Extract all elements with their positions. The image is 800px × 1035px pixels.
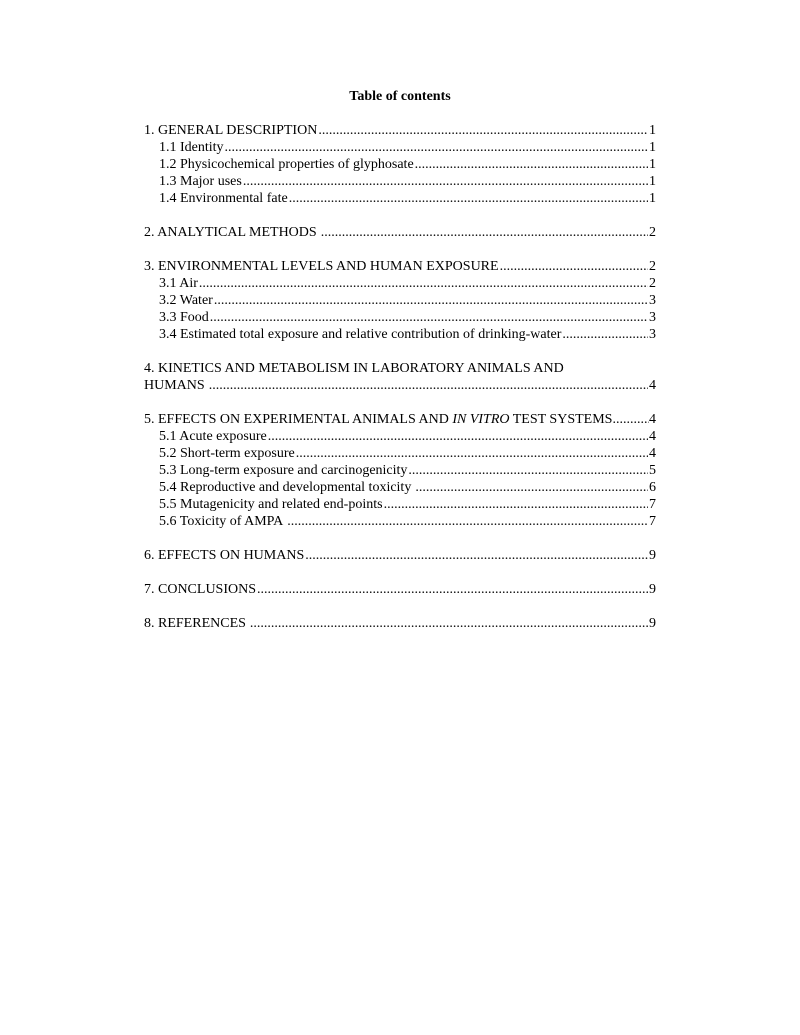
- dot-leader: [384, 496, 648, 513]
- toc-entry-page: 4: [649, 378, 656, 393]
- dot-leader: [612, 411, 649, 428]
- toc-entry-page: 4: [649, 429, 656, 444]
- toc-section-5: [144, 411, 656, 530]
- dot-leader: [318, 122, 648, 139]
- toc-entry-label: 5.3 Long-term exposure and carcinogenicity: [159, 463, 408, 478]
- toc-entry-page: 3: [649, 327, 656, 342]
- dot-leader: [199, 275, 648, 292]
- toc-entry-major-uses[interactable]: [144, 173, 656, 190]
- toc-entry-page: 1: [649, 157, 656, 172]
- label-italic-part: IN VITRO: [452, 412, 510, 427]
- page-title: Table of contents: [349, 89, 451, 104]
- dot-leader: [225, 139, 648, 156]
- toc-entry-page: 2: [649, 225, 656, 240]
- toc-entry-label: 5.1 Acute exposure: [159, 429, 267, 444]
- dot-leader: [214, 292, 648, 309]
- dot-leader: [296, 445, 648, 462]
- toc-entry-conclusions[interactable]: [144, 581, 656, 598]
- toc-entry-label: 3. ENVIRONMENTAL LEVELS AND HUMAN EXPOSURE: [144, 259, 499, 274]
- toc-entry-page: 2: [649, 276, 656, 291]
- toc-entry-general-description[interactable]: [144, 122, 656, 139]
- toc-entry-page: 3: [649, 310, 656, 325]
- toc-entry-page: 3: [649, 293, 656, 308]
- toc-entry-long-term-exposure[interactable]: [144, 462, 656, 479]
- toc-entry-page: 1: [649, 191, 656, 206]
- toc-entry-label: 1.2 Physicochemical properties of glyphosate: [159, 157, 414, 172]
- toc-entry-page: 1: [649, 123, 656, 138]
- dot-leader: [321, 224, 648, 241]
- toc-section-7: [144, 581, 656, 598]
- toc-entry-environmental-levels[interactable]: [144, 258, 656, 275]
- toc-entry-label: 2. ANALYTICAL METHODS: [144, 225, 317, 240]
- toc-entry-label: 3.1 Air: [159, 276, 198, 291]
- toc-entry-label: 5.5 Mutagenicity and related end-points: [159, 497, 383, 512]
- toc-entry-page: 7: [649, 497, 656, 512]
- toc-entry-page: 2: [649, 259, 656, 274]
- toc-entry-label: 5.2 Short-term exposure: [159, 446, 295, 461]
- toc-entry-label: HUMANS: [144, 378, 205, 393]
- toc-entry-page: 4: [649, 446, 656, 461]
- toc-entry-label: 6. EFFECTS ON HUMANS: [144, 548, 305, 563]
- toc-entry-mutagenicity[interactable]: [144, 496, 656, 513]
- toc-entry-toxicity-ampa[interactable]: [144, 513, 656, 530]
- toc-entry-kinetics[interactable]: [144, 377, 656, 394]
- toc-entry-effects-on-humans[interactable]: [144, 547, 656, 564]
- toc-entry-page: 9: [649, 548, 656, 563]
- toc-entry-page: 4: [649, 412, 656, 427]
- toc-entry-estimated-total-exposure[interactable]: [144, 326, 656, 343]
- toc-entry-references[interactable]: [144, 615, 656, 632]
- toc-entry-label: [144, 411, 612, 428]
- toc-entry-page: 5: [649, 463, 656, 478]
- toc-entry-label: 3.4 Estimated total exposure and relative contribution of drinking-water: [159, 327, 562, 342]
- toc-entry-short-term-exposure[interactable]: [144, 445, 656, 462]
- toc-entry-label: 1.4 Environmental fate: [159, 191, 288, 206]
- toc-entry-label: 7. CONCLUSIONS: [144, 582, 257, 597]
- dot-leader: [305, 547, 648, 564]
- toc-entry-food[interactable]: [144, 309, 656, 326]
- dot-leader: [289, 190, 648, 207]
- toc-entry-label: 5.6 Toxicity of AMPA: [159, 514, 284, 529]
- dot-leader: [268, 428, 648, 445]
- toc-entry-air[interactable]: [144, 275, 656, 292]
- toc-entry-page: 9: [649, 582, 656, 597]
- dot-leader: [287, 513, 648, 530]
- toc-entry-effects-experimental[interactable]: [144, 411, 656, 428]
- toc-entry-environmental-fate[interactable]: [144, 190, 656, 207]
- toc-entry-label: 8. REFERENCES: [144, 616, 246, 631]
- toc-entry-reproductive-toxicity[interactable]: [144, 479, 656, 496]
- dot-leader: [250, 615, 648, 632]
- toc-section-2: [144, 224, 656, 241]
- toc-section-1: [144, 122, 656, 207]
- toc-entry-identity[interactable]: [144, 139, 656, 156]
- toc-entry-kinetics-line1[interactable]: 4. KINETICS AND METABOLISM IN LABORATORY ANIMALS AND: [144, 361, 564, 376]
- toc-section-8: [144, 615, 656, 632]
- toc-entry-page: 1: [649, 140, 656, 155]
- toc-entry-physicochemical-properties[interactable]: [144, 156, 656, 173]
- table-of-contents: [144, 122, 656, 649]
- dot-leader: [408, 462, 648, 479]
- toc-entry-acute-exposure[interactable]: [144, 428, 656, 445]
- dot-leader: [209, 377, 648, 394]
- label-part: TEST SYSTEMS: [509, 412, 613, 427]
- dot-leader: [257, 581, 648, 598]
- toc-entry-label: 5.4 Reproductive and developmental toxicity: [159, 480, 412, 495]
- toc-entry-page: 1: [649, 174, 656, 189]
- toc-entry-analytical-methods[interactable]: [144, 224, 656, 241]
- toc-entry-label: 1.1 Identity: [159, 140, 224, 155]
- toc-section-6: [144, 547, 656, 564]
- toc-entry-label: 3.2 Water: [159, 293, 213, 308]
- dot-leader: [500, 258, 648, 275]
- toc-entry-label: 1.3 Major uses: [159, 174, 242, 189]
- toc-section-4: [144, 360, 656, 394]
- toc-entry-label: 3.3 Food: [159, 310, 209, 325]
- toc-entry-page: 9: [649, 616, 656, 631]
- dot-leader: [243, 173, 648, 190]
- toc-entry-water[interactable]: [144, 292, 656, 309]
- dot-leader: [562, 326, 648, 343]
- toc-entry-page: 7: [649, 514, 656, 529]
- toc-section-3: [144, 258, 656, 343]
- dot-leader: [415, 479, 648, 496]
- dot-leader: [210, 309, 648, 326]
- label-part: 5. EFFECTS ON EXPERIMENTAL ANIMALS AND: [144, 412, 453, 427]
- toc-entry-page: 6: [649, 480, 656, 495]
- toc-entry-label: 1. GENERAL DESCRIPTION: [144, 123, 318, 138]
- dot-leader: [415, 156, 648, 173]
